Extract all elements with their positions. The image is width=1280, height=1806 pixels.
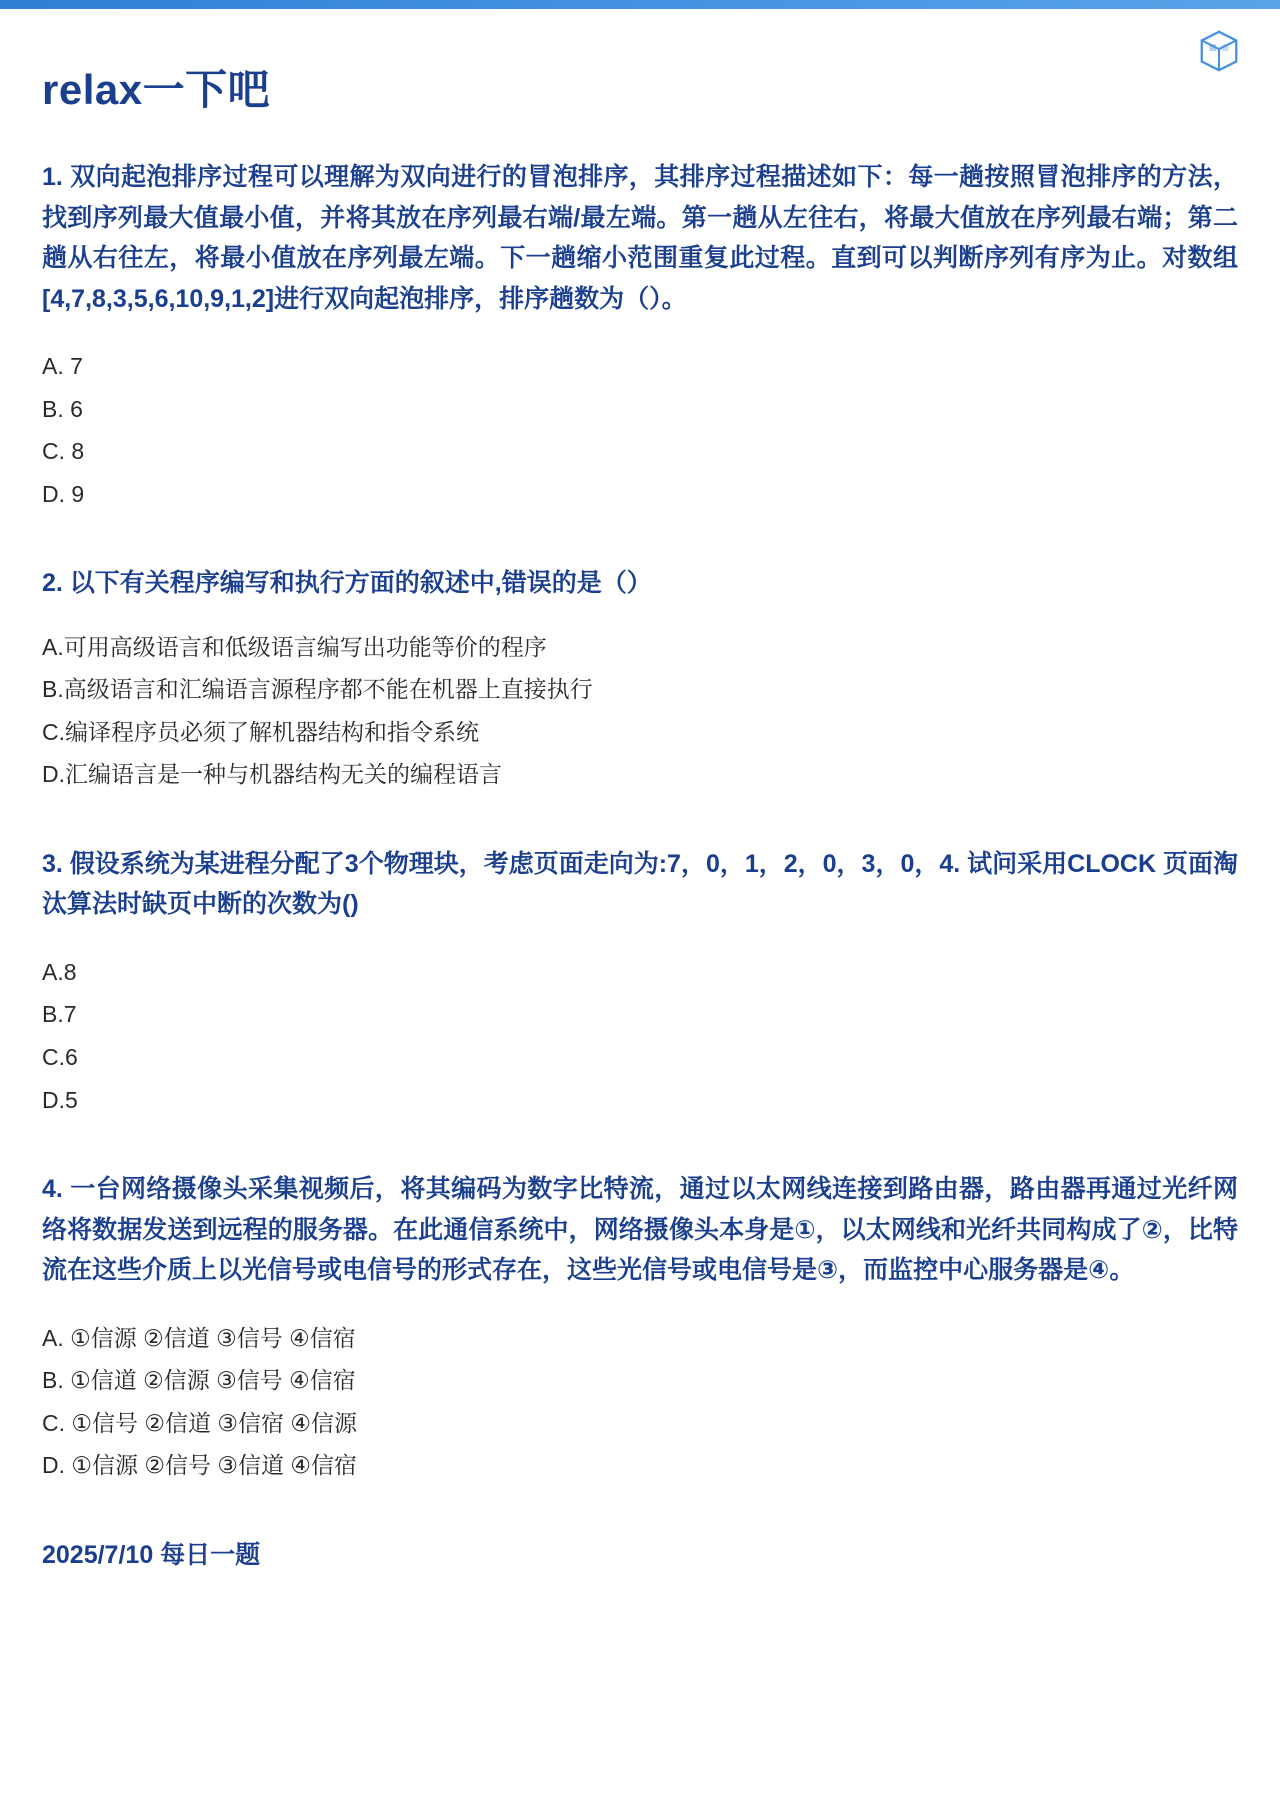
question-1-stem: 1. 双向起泡排序过程可以理解为双向进行的冒泡排序，其排序过程描述如下：每一趟按照冒泡排序的方法，找到序列最大值最小值，并将其放在序列最右端/最左端。第一趟从左往右，将最大值放在序列最右端；第二趟从右往左，将最小值放在序列最左端。下一趟缩小范围重复此过程。直到可以判断序列有序为止。对数组[4,7,8,3,5,6,10,9,1,2]进行双向起泡排序，排序趟数为（）。	[42, 163, 1238, 313]
option-d[interactable]: D. 9	[42, 480, 85, 507]
option-a[interactable]: A.8	[42, 958, 77, 985]
question-3	[42, 844, 1238, 1121]
option-d[interactable]: D.5	[42, 1086, 78, 1113]
question-1	[42, 157, 1238, 515]
option-d[interactable]: D.汇编语言是一种与机器结构无关的编程语言	[42, 761, 502, 788]
option-a[interactable]: A.可用高级语言和低级语言编写出功能等价的程序	[42, 633, 547, 660]
question-3-options	[42, 951, 1238, 1121]
question-4-stem: 4. 一台网络摄像头采集视频后，将其编码为数字比特流，通过以太网线连接到路由器，路由器再通过光纤网络将数据发送到远程的服务器。在此通信系统中，网络摄像头本身是①，以太网线和光纤共同构成了②，比特流在这些介质上以光信号或电信号的形式存在，这些光信号或电信号是③，而监控中心服务器是④。	[42, 1175, 1238, 1285]
question-2-options	[42, 626, 1238, 796]
option-a[interactable]: A. ①信源 ②信道 ③信号 ④信宿	[42, 1324, 356, 1351]
option-c[interactable]: C. ①信号 ②信道 ③信宿 ④信源	[42, 1409, 358, 1436]
cube-logo-icon	[1196, 28, 1242, 74]
option-d[interactable]: D. ①信源 ②信号 ③信道 ④信宿	[42, 1452, 358, 1479]
question-3-stem: 3. 假设系统为某进程分配了3个物理块，考虑页面走向为:7，0，1，2，0，3，0，4. 试问采用CLOCK 页面淘汰算法时缺页中断的次数为()	[42, 849, 1238, 919]
option-b[interactable]: B. ①信道 ②信源 ③信号 ④信宿	[42, 1367, 356, 1394]
daily-question-footer: 2025/7/10 每日一题	[42, 1540, 261, 1569]
option-b[interactable]: B.7	[42, 1001, 77, 1028]
page-title: relax一下吧	[42, 66, 271, 113]
question-2-stem: 2. 以下有关程序编写和执行方面的叙述中,错误的是（）	[42, 569, 652, 598]
option-c[interactable]: C.编译程序员必须了解机器结构和指令系统	[42, 718, 479, 745]
option-b[interactable]: B.高级语言和汇编语言源程序都不能在机器上直接执行	[42, 676, 593, 703]
option-c[interactable]: C. 8	[42, 438, 85, 465]
option-b[interactable]: B. 6	[42, 395, 83, 422]
document-content	[0, 57, 1280, 1571]
top-accent-bar	[0, 0, 1280, 9]
question-4	[42, 1169, 1238, 1487]
question-1-options	[42, 345, 1238, 515]
question-2	[42, 563, 1238, 796]
option-c[interactable]: C.6	[42, 1043, 78, 1070]
question-4-options	[42, 1317, 1238, 1487]
option-a[interactable]: A. 7	[42, 353, 83, 379]
